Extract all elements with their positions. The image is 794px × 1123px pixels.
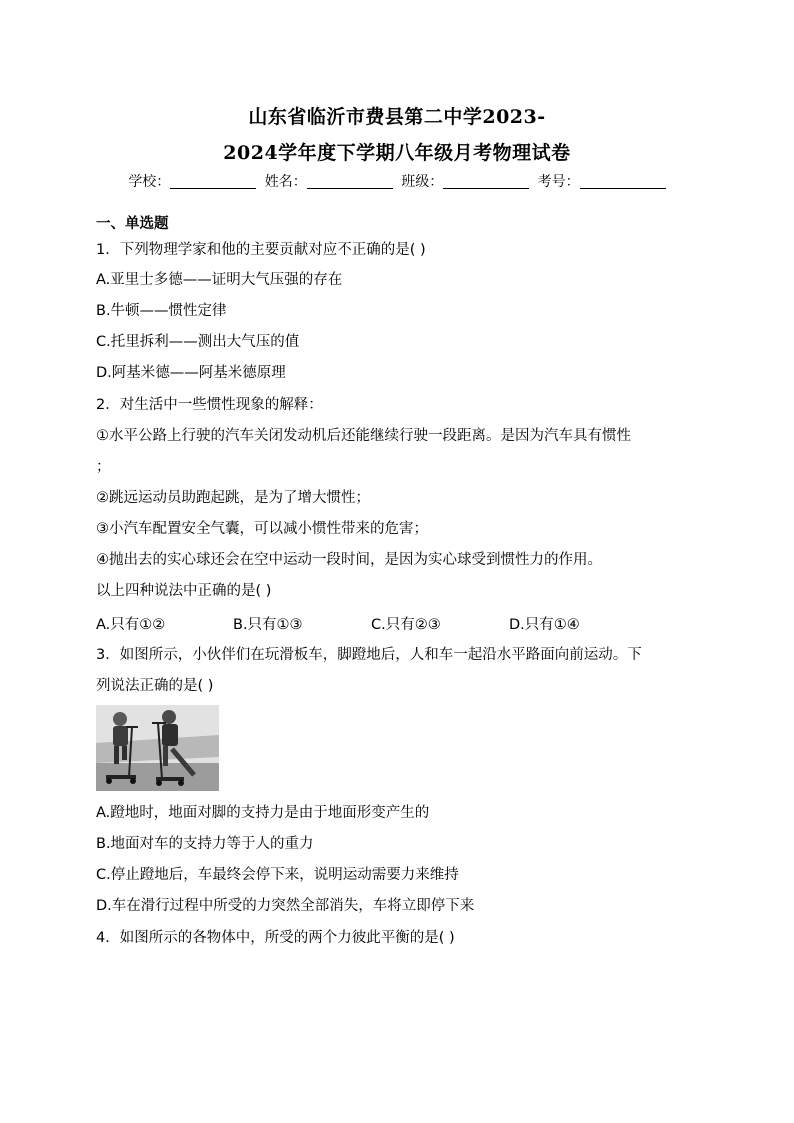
q2-statement-1-end: ； bbox=[96, 459, 111, 475]
section-title: 一、单选题 bbox=[96, 216, 169, 232]
q2-question: 以上四种说法中正确的是( ) bbox=[96, 583, 272, 599]
q1-stem: 1．下列物理学家和他的主要贡献对应不正确的是( ) bbox=[96, 242, 426, 258]
student-info-line bbox=[0, 171, 794, 191]
exam-title-line1: 山东省临沂市费县第二中学2023- bbox=[248, 106, 546, 128]
q3-option-b: B.地面对车的支持力等于人的重力 bbox=[96, 836, 314, 852]
q3-stem-line1: 3．如图所示，小伙伴们在玩滑板车，脚蹬地后，人和车一起沿水平路面向前运动。下 bbox=[96, 647, 642, 663]
q3-option-a: A.蹬地时，地面对脚的支持力是由于地面形变产生的 bbox=[96, 805, 430, 821]
q2-statement-2: ②跳远运动员助跑起跳，是为了增大惯性； bbox=[96, 490, 370, 506]
q3-option-d: D.车在滑行过程中所受的力突然全部消失，车将立即停下来 bbox=[96, 898, 475, 914]
q4-stem: 4．如图所示的各物体中，所受的两个力彼此平衡的是( ) bbox=[96, 930, 455, 946]
q2-statement-3: ③小汽车配置安全气囊，可以减小惯性带来的危害； bbox=[96, 521, 428, 537]
q1-option-a: A.亚里士多德——证明大气压强的存在 bbox=[96, 272, 343, 288]
q2-statement-4: ④抛出去的实心球还会在空中运动一段时间，是因为实心球受到惯性力的作用。 bbox=[96, 552, 602, 568]
exam-title-line2: 2024学年度下学期八年级月考物理试卷 bbox=[223, 142, 571, 164]
name-label: 姓名： bbox=[264, 174, 307, 190]
q3-stem-line2: 列说法正确的是( ) bbox=[96, 678, 214, 694]
name-blank[interactable] bbox=[307, 174, 393, 189]
scooter-kids-photo bbox=[96, 705, 219, 791]
exam-number-blank[interactable] bbox=[580, 174, 666, 189]
q1-option-c: C.托里拆利——测出大气压的值 bbox=[96, 334, 300, 350]
school-label: 学校： bbox=[128, 174, 171, 190]
q2-option-c: C.只有②③ bbox=[371, 617, 441, 633]
q2-statement-1: ①水平公路上行驶的汽车关闭发动机后还能继续行驶一段距离。是因为汽车具有惯性 bbox=[96, 428, 631, 444]
exam-number-label: 考号： bbox=[537, 174, 580, 190]
q2-options-row bbox=[96, 613, 716, 631]
q1-option-b: B.牛顿——惯性定律 bbox=[96, 303, 227, 319]
q2-option-a: A.只有①② bbox=[96, 617, 166, 633]
school-blank[interactable] bbox=[170, 174, 256, 189]
q2-option-d: D.只有①④ bbox=[509, 617, 580, 633]
class-blank[interactable] bbox=[443, 174, 529, 189]
q3-option-c: C.停止蹬地后，车最终会停下来，说明运动需要力来维持 bbox=[96, 867, 459, 883]
q2-stem: 2．对生活中一些惯性现象的解释： bbox=[96, 397, 323, 413]
q1-option-d: D.阿基米德——阿基米德原理 bbox=[96, 365, 286, 381]
q2-option-b: B.只有①③ bbox=[233, 617, 303, 633]
class-label: 班级： bbox=[401, 174, 444, 190]
